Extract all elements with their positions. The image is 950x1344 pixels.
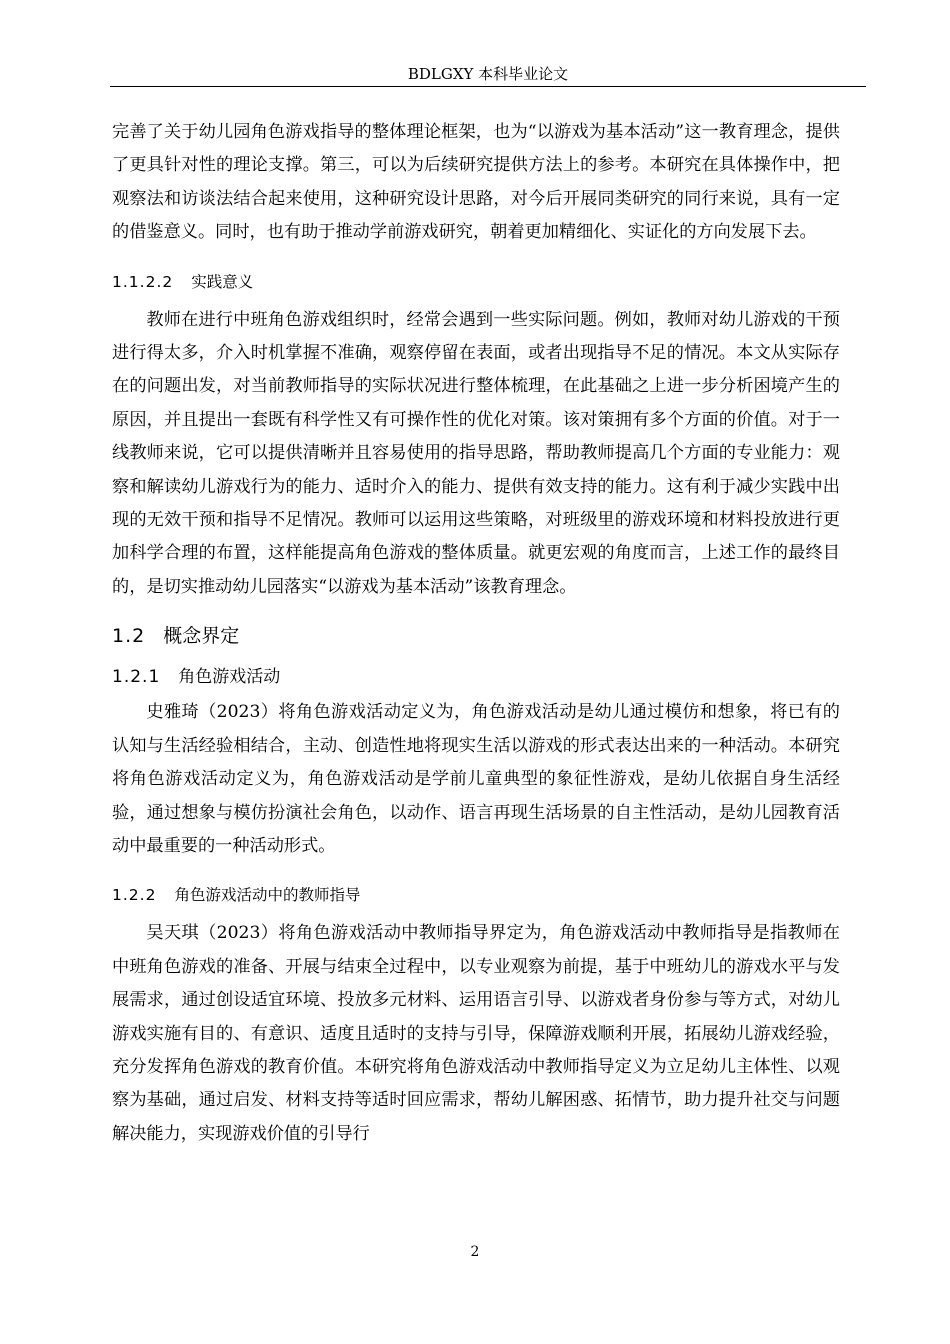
page-body — [112, 116, 840, 1151]
paragraph-intro: 完善了关于幼儿园角色游戏指导的整体理论框架，也为“以游戏为基本活动”这一教育理念，提供了更具针对性的理论支撑。第三，可以为后续研究提供方法上的参考。本研究在具体操作中，把观察法和访谈法结合起来使用，这种研究设计思路，对今后开展同类研究的同行来说，具有一定的借鉴意义。同时，也有助于推动学前游戏研究，朝着更加精细化、实证化的方向发展下去。 — [112, 122, 840, 243]
heading-number: 1.1.2.2 — [112, 272, 174, 291]
paragraph-1-2-2: 吴天琪（2023）将角色游戏活动中教师指导界定为，角色游戏活动中教师指导是指教师在中班角色游戏的准备、开展与结束全过程中，以专业观察为前提，基于中班幼儿的游戏水平与发展需求，通过创设适宜环境、投放多元材料、运用语言引导、以游戏者身份参与等方式，对幼儿游戏实施有目的、有意识、适度且适时的支持与引导，保障游戏顺利开展，拓展幼儿游戏经验，充分发挥角色游戏的教育价值。本研究将角色游戏活动中教师指导定义为立足幼儿主体性、以观察为基础，通过启发、材料支持等适时回应需求，帮幼儿解困惑、拓情节，助力提升社交与问题解决能力，实现游戏价值的引导行 — [112, 923, 840, 1144]
paragraph-1-2-1: 史雅琦（2023）将角色游戏活动定义为，角色游戏活动是幼儿通过模仿和想象，将已有的认知与生活经验相结合，主动、创造性地将现实生活以游戏的形式表达出来的一种活动。本研究将角色游戏活动定义为，角色游戏活动是学前儿童典型的象征性游戏，是幼儿依据自身生活经验，通过想象与模仿扮演社会角色，以动作、语言再现生活场景的自主性活动，是幼儿园教育活动中最重要的一种活动形式。 — [112, 702, 840, 856]
heading-title: 概念界定 — [163, 625, 240, 648]
heading-title: 角色游戏活动 — [178, 667, 281, 688]
heading-number: 1.2.1 — [112, 667, 161, 688]
heading-1-1-2-2 — [112, 270, 840, 294]
heading-1-2 — [112, 622, 840, 650]
page-number: 2 — [470, 1244, 480, 1260]
heading-number: 1.2 — [112, 625, 146, 648]
heading-title: 实践意义 — [191, 272, 254, 291]
running-header: BDLGXY 本科毕业论文 — [110, 62, 866, 87]
paragraph-practice: 教师在进行中班角色游戏组织时，经常会遇到一些实际问题。例如，教师对幼儿游戏的干预进行得太多，介入时机掌握不准确，观察停留在表面，或者出现指导不足的情况。本文从实际存在的问题出发，对当前教师指导的实际状况进行整体梳理，在此基础之上进一步分析困境产生的原因，并且提出一套既有科学性又有可操作性的优化对策。该对策拥有多个方面的价值。对于一线教师来说，它可以提供清晰并且容易使用的指导思路，帮助教师提高几个方面的专业能力：观察和解读幼儿游戏行为的能力、适时介入的能力、提供有效支持的能力。这有利于减少实践中出现的无效干预和指导不足情况。教师可以运用这些策略，对班级里的游戏环境和材料投放进行更加科学合理的布置，这样能提高角色游戏的整体质量。就更宏观的角度而言，上述工作的最终目的，是切实推动幼儿园落实“以游戏为基本活动”该教育理念。 — [112, 309, 840, 597]
heading-1-2-2 — [112, 883, 840, 907]
heading-number: 1.2.2 — [112, 886, 157, 905]
heading-title: 角色游戏活动中的教师指导 — [174, 886, 361, 905]
heading-1-2-1 — [112, 664, 840, 690]
